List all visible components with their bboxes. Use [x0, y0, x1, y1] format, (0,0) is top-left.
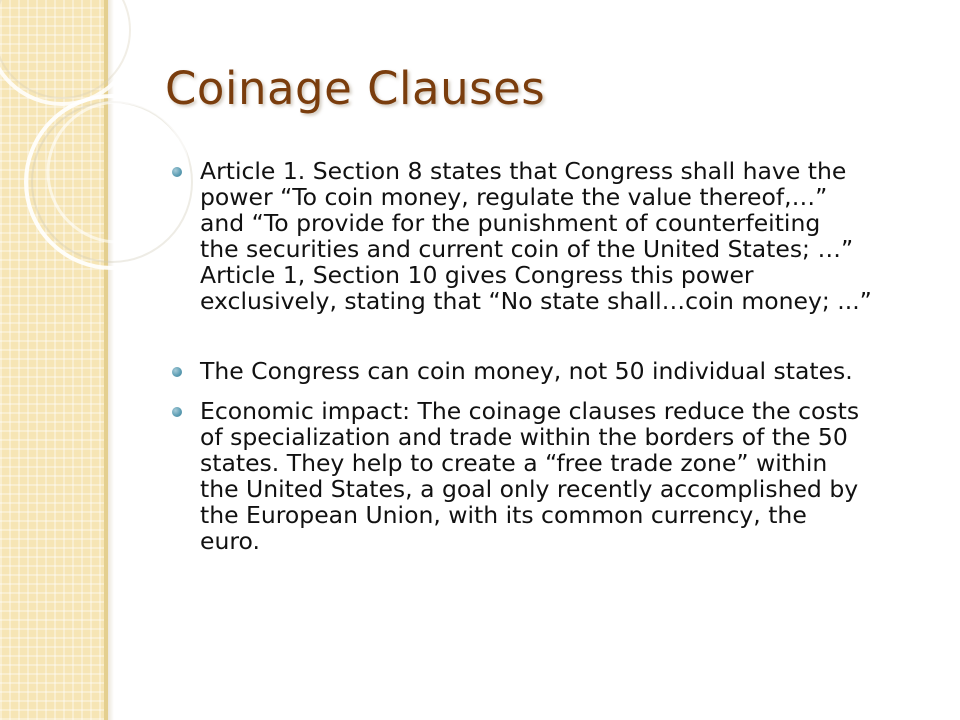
bullet-line: the securities and current coin of the United States; …” [200, 235, 854, 263]
bullet-dot-icon [172, 367, 182, 377]
bullet-item [170, 358, 930, 384]
bullet-line: and “To provide for the punishment of counterfeiting [200, 209, 821, 237]
slide-title: Coinage Clauses [165, 62, 546, 115]
bullet-line: the European Union, with its common currency, the [200, 501, 807, 529]
bullet-line: states. They help to create a “free trade zone” within [200, 449, 828, 477]
bullet-line: of specialization and trade within the borders of the 50 [200, 423, 848, 451]
bullet-item [170, 398, 930, 554]
bullet-dot-icon [172, 167, 182, 177]
bullet-line: the United States, a goal only recently accomplished by [200, 475, 859, 503]
bullet-line: power “To coin money, regulate the value thereof,…” [200, 183, 828, 211]
bullet-line: Article 1, Section 10 gives Congress this power [200, 261, 754, 289]
bullet-item [170, 158, 930, 314]
bullet-line: The Congress can coin money, not 50 individual states. [200, 357, 853, 385]
bullet-line: Economic impact: The coinage clauses reduce the costs [200, 397, 860, 425]
bullet-line: Article 1. Section 8 states that Congress shall have the [200, 157, 847, 185]
bullet-line: euro. [200, 527, 260, 555]
bullet-line: exclusively, stating that “No state shall…coin money; ...” [200, 287, 872, 315]
bullet-list [170, 158, 930, 554]
bullet-dot-icon [172, 407, 182, 417]
